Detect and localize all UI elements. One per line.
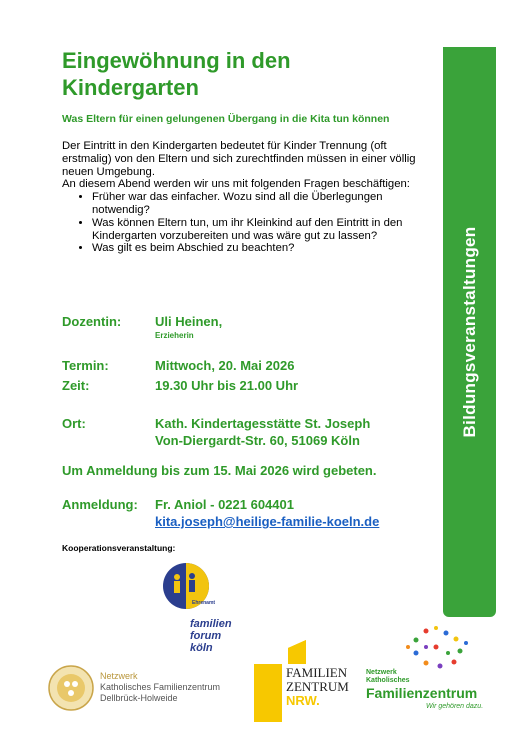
termin-label: Termin: (62, 358, 109, 373)
dotted-circle-emblem-icon (400, 625, 472, 669)
netzwerk-wir-gehoeren-dazu-logo (362, 625, 502, 725)
intro-paragraph: Der Eintritt in den Kindergarten bedeutet für Kinder Trennung (oft erstmalig) von den Eltern und sich zurechtfinden müssen in einer völlig neuen Umgebung. (62, 140, 416, 178)
netzwerk-line: Katholisches Familienzentrum (100, 682, 221, 692)
familienforum-line: familien (190, 618, 232, 630)
familienzentrum-line: FAMILIEN (286, 665, 348, 680)
familienzentrum-line: ZENTRUM (286, 679, 349, 694)
familienzentrum-line: NRW. (286, 693, 320, 708)
question-list (62, 191, 437, 255)
netzwerk-line: Dellbrück-Holweide (100, 693, 178, 703)
question-item: • Was gilt es beim Abschied zu beachten? (92, 242, 437, 255)
question-item: • Was können Eltern tun, um ihr Kleinkind auf den Eintritt in den Kindergarten vorzubereiten und was wäre gut zu lassen? (92, 217, 437, 243)
netzwerk-line: Netzwerk (100, 671, 138, 681)
familienzentrum-text (286, 666, 349, 708)
ehrenamt-badge: Ehrenamt (192, 600, 216, 606)
registration-note: Um Anmeldung bis zum 15. Mai 2026 wird gebeten. (62, 463, 377, 478)
page-subtitle: Was Eltern für einen gelungenen Übergang in die Kita tun können (62, 113, 390, 125)
familienzentrum-right-label: Familienzentrum (366, 685, 478, 701)
dozent-label: Dozentin: (62, 314, 122, 329)
familienforum-line: köln (190, 642, 213, 654)
netzwerk-left-text (100, 671, 220, 704)
description (62, 140, 437, 255)
ort-line2: Von-Diergardt-Str. 60, 51069 Köln (155, 433, 360, 448)
dozent-name: Uli Heinen, (155, 314, 223, 329)
page-title: Eingewöhnung in den Kindergarten (62, 48, 291, 100)
ort-line1: Kath. Kindertagesstätte St. Joseph (155, 416, 371, 431)
anmeldung-contact: Fr. Aniol - 0221 604401 (155, 497, 294, 512)
netzwerk-right-text (366, 669, 410, 685)
zeit-value: 19.30 Uhr bis 21.00 Uhr (155, 378, 299, 393)
dozent-role: Erzieherin (155, 331, 194, 340)
category-sidebar (443, 47, 496, 617)
netzwerk-right-line: Netzwerk (366, 669, 397, 676)
familienzentrum-nrw-logo (254, 640, 354, 722)
slogan: Wir gehören dazu. (426, 703, 484, 710)
termin-value: Mittwoch, 20. Mai 2026 (155, 358, 295, 373)
netzwerk-right-line: Katholisches (366, 677, 410, 684)
zeit-label: Zeit: (62, 378, 90, 393)
familienforum-logo (162, 562, 242, 662)
family-emblem-icon (48, 665, 94, 711)
netzwerk-dellbrueck-logo (48, 665, 238, 713)
cooperation-label: Kooperationsveranstaltung: (62, 543, 176, 553)
familienforum-text (190, 618, 232, 654)
category-label: Bildungsveranstaltungen (459, 226, 479, 438)
familienforum-line: forum (190, 630, 222, 642)
question-item: • Früher war das einfacher. Wozu sind all die Überlegungen notwendig? (92, 191, 437, 217)
lead-paragraph: An diesem Abend werden wir uns mit folgenden Fragen beschäftigen: (62, 178, 410, 191)
email-link[interactable]: kita.joseph@heilige-familie-koeln.de (155, 514, 380, 529)
ort-label: Ort: (62, 416, 86, 431)
anmeldung-label: Anmeldung: (62, 497, 138, 512)
